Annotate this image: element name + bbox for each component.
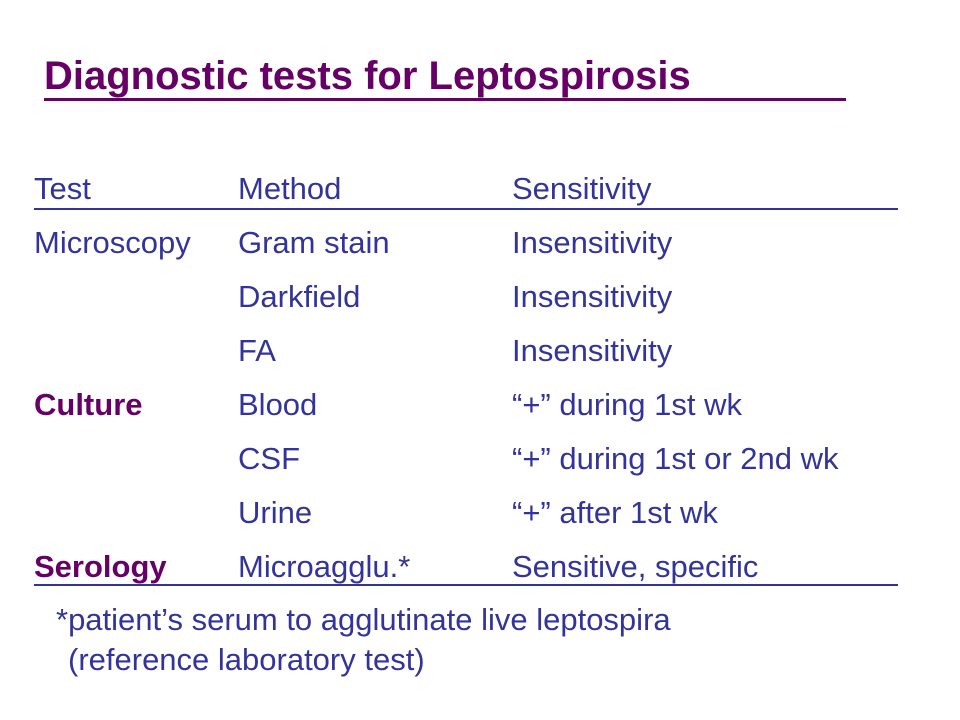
footnote-line-1: *patient’s serum to agglutinate live leptospira [56, 602, 671, 637]
row-sensitivity: “+” during 1st wk [512, 387, 743, 422]
header-underline [34, 208, 898, 210]
table-row [0, 276, 960, 318]
slide-title: Diagnostic tests for Leptospirosis [44, 54, 691, 98]
table-row [0, 492, 960, 534]
row-method: Blood [238, 387, 318, 422]
table-row [0, 384, 960, 426]
row-sensitivity: Insensitivity [512, 225, 673, 260]
row-sensitivity: “+” after 1st wk [512, 495, 718, 530]
row-sensitivity: Insensitivity [512, 333, 673, 368]
header-test: Test [34, 171, 91, 206]
footnote-line-2: (reference laboratory test) [68, 642, 425, 677]
row-sensitivity: “+” during 1st or 2nd wk [512, 441, 839, 476]
row-test: Serology [34, 549, 167, 584]
row-method: Darkfield [238, 279, 361, 314]
row-method: FA [238, 333, 276, 368]
table-row [0, 546, 960, 588]
table-row [0, 438, 960, 480]
row-method: Urine [238, 495, 313, 530]
row-test: Culture [34, 387, 143, 422]
row-test: Microscopy [34, 225, 191, 260]
table-bottom-rule [34, 584, 898, 586]
table-row [0, 330, 960, 372]
row-sensitivity: Insensitivity [512, 279, 673, 314]
table-header-row [0, 168, 960, 210]
footnote [34, 600, 671, 680]
row-method: Gram stain [238, 225, 390, 260]
header-sensitivity: Sensitivity [512, 171, 652, 206]
row-method: Microagglu.* [238, 549, 411, 584]
title-underline [44, 98, 846, 101]
header-method: Method [238, 171, 342, 206]
table-row [0, 222, 960, 264]
row-sensitivity: Sensitive, specific [512, 549, 759, 584]
row-method: CSF [238, 441, 300, 476]
